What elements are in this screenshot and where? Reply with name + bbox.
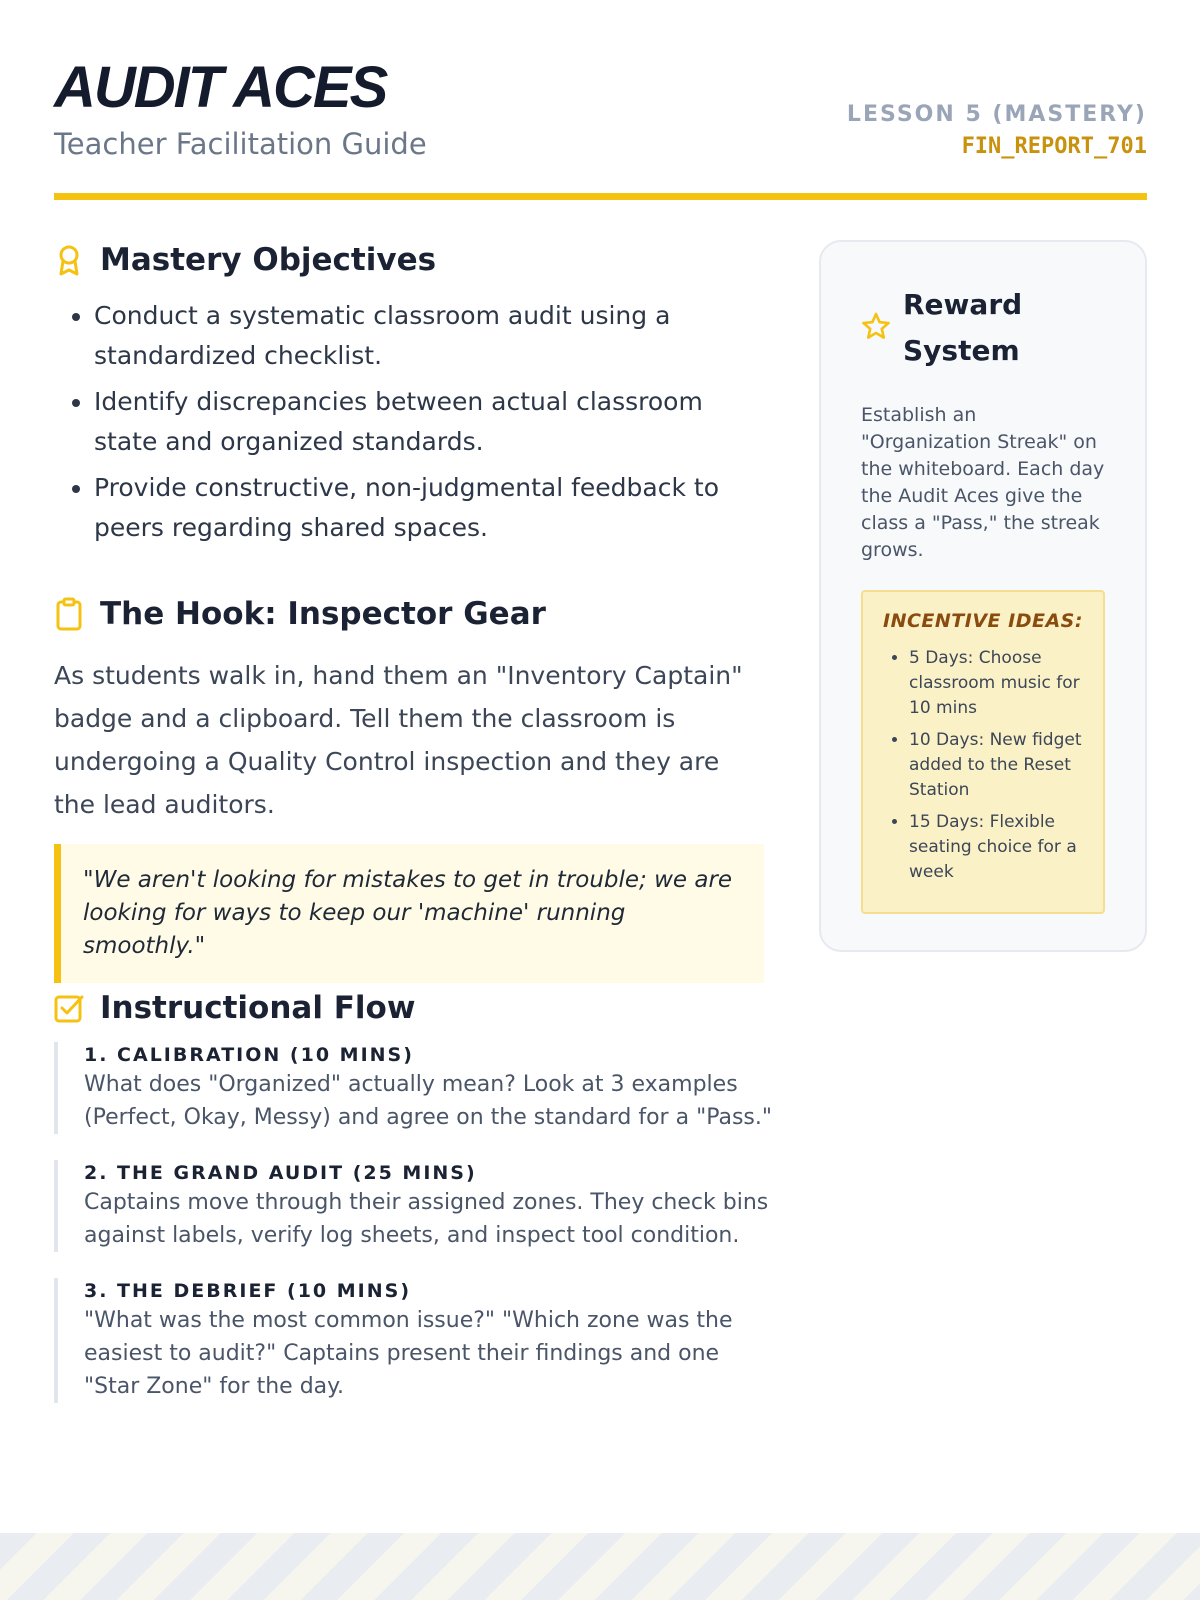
objectives-heading	[54, 242, 774, 278]
hook-section	[54, 596, 764, 983]
hook-quote: "We aren't looking for mistakes to get in trouble; we are looking for ways to keep our 'machine' running smoothly."	[54, 844, 764, 983]
hook-body: As students walk in, hand them an "Inventory Captain" badge and a clipboard. Tell them the classroom is undergoing a Quality Control inspection and they are the lead auditors.	[54, 661, 743, 819]
objectives-section	[54, 242, 774, 554]
flow-steps	[54, 1042, 774, 1403]
flow-step	[54, 1160, 774, 1252]
reward-body: Establish an "Organization Streak" on the whiteboard. Each day the Audit Aces give the class a "Pass," the streak grows.	[861, 404, 1105, 561]
flow-heading	[54, 990, 774, 1026]
step-body: What does "Organized" actually mean? Look at 3 examples (Perfect, Okay, Messy) and agree on the standard for a "Pass."	[84, 1072, 772, 1130]
incentive-box	[861, 590, 1105, 914]
header	[54, 56, 1147, 200]
brand-title: AUDIT ACES	[54, 55, 387, 120]
star-icon	[861, 311, 891, 345]
hook-heading	[54, 596, 764, 632]
incentive-title: INCENTIVE IDEAS:	[883, 610, 1083, 632]
objectives-list	[54, 296, 774, 548]
step-title: 1. CALIBRATION (10 MINS)	[84, 1044, 414, 1066]
reward-heading	[861, 282, 1105, 374]
checkbox-icon	[54, 991, 84, 1025]
step-body: Captains move through their assigned zones. They check bins against labels, verify log sheets, and inspect tool condition.	[84, 1190, 769, 1248]
step-title: 2. THE GRAND AUDIT (25 MINS)	[84, 1162, 477, 1184]
incentive-item: • 15 Days: Flexible seating choice for a week	[909, 810, 1083, 885]
incentive-list	[883, 646, 1083, 885]
flow-step	[54, 1042, 774, 1134]
lesson-label: LESSON 5 (MASTERY)	[846, 102, 1147, 127]
objectives-title: Mastery Objectives	[100, 242, 437, 278]
award-icon	[54, 243, 84, 277]
incentive-item: • 5 Days: Choose classroom music for 10 mins	[909, 646, 1083, 721]
clipboard-icon	[54, 597, 84, 631]
reward-title: Reward System	[903, 288, 1023, 367]
footer-stripes	[0, 1533, 1200, 1600]
objective-item: • Provide constructive, non-judgmental feedback to peers regarding shared spaces.	[94, 468, 774, 548]
flow-step	[54, 1278, 774, 1403]
objective-item: • Conduct a systematic classroom audit using a standardized checklist.	[94, 296, 774, 376]
reward-card	[819, 240, 1147, 952]
incentive-item: • 10 Days: New fidget added to the Reset Station	[909, 728, 1083, 803]
objective-item: • Identify discrepancies between actual classroom state and organized standards.	[94, 382, 774, 462]
step-title: 3. THE DEBRIEF (10 MINS)	[84, 1280, 411, 1302]
step-body: "What was the most common issue?" "Which zone was the easiest to audit?" Captains present their findings and one "Star Zone" for the day.	[84, 1308, 733, 1399]
report-code: FIN_REPORT_701	[961, 134, 1147, 159]
hook-title: The Hook: Inspector Gear	[100, 596, 546, 632]
header-divider	[54, 193, 1147, 200]
guide-subtitle: Teacher Facilitation Guide	[54, 127, 427, 161]
flow-title: Instructional Flow	[100, 990, 416, 1026]
flow-section	[54, 990, 774, 1429]
